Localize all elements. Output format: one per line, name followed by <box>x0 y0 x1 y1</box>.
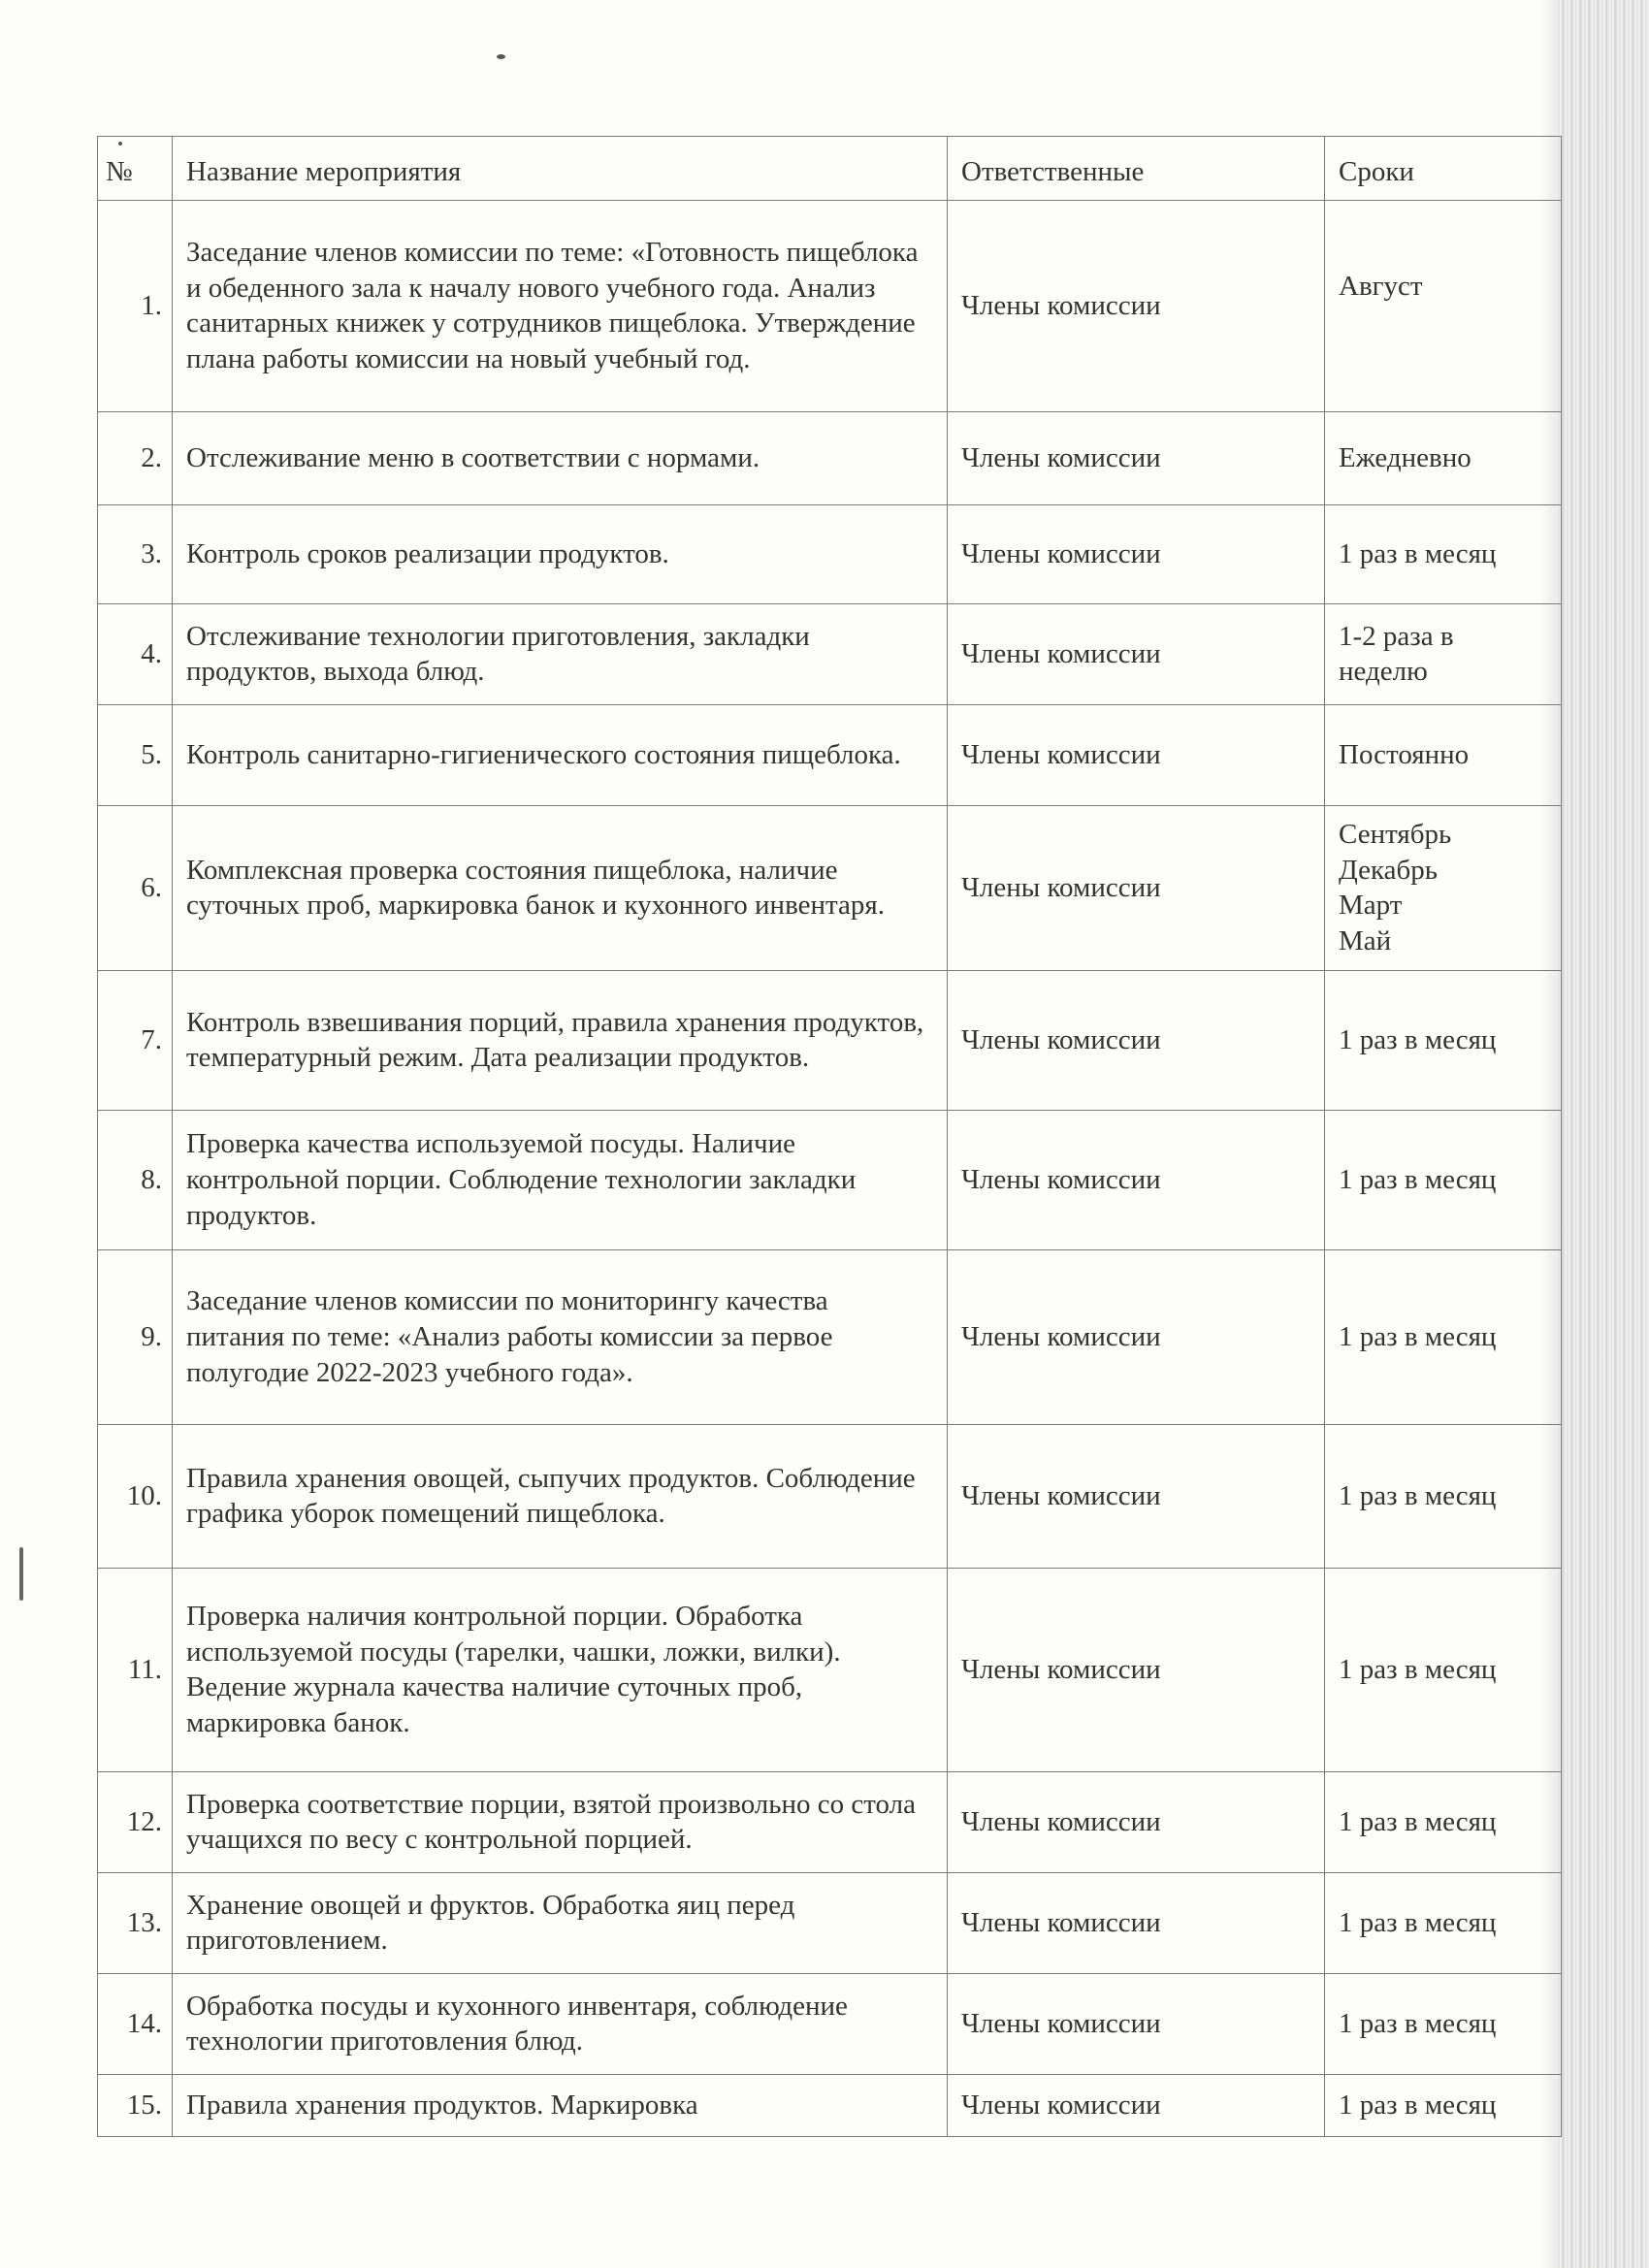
events-plan-table <box>97 136 1562 2137</box>
table-row <box>98 1872 1562 1973</box>
header-terms: Сроки <box>1325 137 1562 201</box>
term-month: Март <box>1339 890 1403 922</box>
table-row <box>98 1568 1562 1771</box>
row-responsible: Члены комиссии <box>948 2074 1325 2136</box>
table-row <box>98 1973 1562 2074</box>
row-terms: 1 раз в месяц <box>1325 1568 1562 1771</box>
table-row <box>98 1424 1562 1568</box>
row-event-name: Обработка посуды и кухонного инвентаря, соблюдение технологии приготовления блюд. <box>173 1973 948 2074</box>
row-event-name: Правила хранения продуктов. Маркировка <box>173 2074 948 2136</box>
row-event-name: Комплексная проверка состояния пищеблока, наличие суточных проб, маркировка банок и кухонного инвентаря. <box>173 805 948 970</box>
row-terms: Ежедневно <box>1325 411 1562 504</box>
row-number: 6. <box>98 805 173 970</box>
row-responsible: Члены комиссии <box>948 1771 1325 1872</box>
row-number: 3. <box>98 504 173 603</box>
row-terms: 1 раз в месяц <box>1325 1424 1562 1568</box>
header-event-name: Название мероприятия <box>173 137 948 201</box>
row-event-name: Заседание членов комиссии по теме: «Готовность пищеблока и обеденного зала к началу нового учебного года. Анализ санитарных книжек у сотрудников пищеблока. Утверждение плана работы комиссии на новый учебный год. <box>173 200 948 411</box>
row-terms: 1 раз в месяц <box>1325 1249 1562 1424</box>
row-number: 5. <box>98 704 173 805</box>
row-responsible: Члены комиссии <box>948 603 1325 704</box>
row-number: 15. <box>98 2074 173 2136</box>
row-terms: 1 раз в месяц <box>1325 504 1562 603</box>
row-event-name: Правила хранения овощей, сыпучих продуктов. Соблюдение графика уборок помещений пищеблока. <box>173 1424 948 1568</box>
row-number: 4. <box>98 603 173 704</box>
row-responsible: Члены комиссии <box>948 1568 1325 1771</box>
table-row <box>98 1771 1562 1872</box>
row-number: 14. <box>98 1973 173 2074</box>
row-responsible: Члены комиссии <box>948 805 1325 970</box>
scan-speck <box>497 54 505 59</box>
row-event-name: Хранение овощей и фруктов. Обработка яиц перед приготовлением. <box>173 1872 948 1973</box>
scan-speck <box>19 1547 23 1601</box>
term-month: Май <box>1339 925 1392 957</box>
row-responsible: Члены комиссии <box>948 1973 1325 2074</box>
scanned-stack-edge <box>1557 0 1649 2268</box>
table-row <box>98 805 1562 970</box>
row-terms: Август <box>1325 200 1562 411</box>
row-number: 7. <box>98 970 173 1110</box>
row-event-name: Отслеживание технологии приготовления, закладки продуктов, выхода блюд. <box>173 603 948 704</box>
row-responsible: Члены комиссии <box>948 200 1325 411</box>
row-number: 2. <box>98 411 173 504</box>
row-responsible: Члены комиссии <box>948 704 1325 805</box>
row-responsible: Члены комиссии <box>948 1249 1325 1424</box>
table-row <box>98 1110 1562 1249</box>
row-terms: Постоянно <box>1325 704 1562 805</box>
row-number: 9. <box>98 1249 173 1424</box>
row-event-name: Проверка качества используемой посуды. Наличие контрольной порции. Соблюдение технологии закладки продуктов. <box>173 1110 948 1249</box>
row-event-name: Контроль сроков реализации продуктов. <box>173 504 948 603</box>
row-number: 8. <box>98 1110 173 1249</box>
row-event-name: Проверка наличия контрольной порции. Обработка используемой посуды (тарелки, чашки, ложки, вилки). Ведение журнала качества наличие суточных проб, маркировка банок. <box>173 1568 948 1771</box>
row-responsible: Члены комиссии <box>948 1424 1325 1568</box>
row-event-name: Проверка соответствие порции, взятой произвольно со стола учащихся по весу с контрольной порцией. <box>173 1771 948 1872</box>
row-terms: 1 раз в месяц <box>1325 1771 1562 1872</box>
row-responsible: Члены комиссии <box>948 1110 1325 1249</box>
table-row <box>98 704 1562 805</box>
row-responsible: Члены комиссии <box>948 411 1325 504</box>
row-terms: 1 раз в месяц <box>1325 970 1562 1110</box>
row-number: 13. <box>98 1872 173 1973</box>
table-row <box>98 411 1562 504</box>
row-event-name: Отслеживание меню в соответствии с нормами. <box>173 411 948 504</box>
header-responsible: Ответственные <box>948 137 1325 201</box>
row-event-name: Контроль санитарно-гигиенического состояния пищеблока. <box>173 704 948 805</box>
table-row <box>98 603 1562 704</box>
row-terms: 1 раз в месяц <box>1325 1973 1562 2074</box>
row-number: 10. <box>98 1424 173 1568</box>
table-row <box>98 1249 1562 1424</box>
header-number: № <box>98 137 173 201</box>
term-month: Декабрь <box>1339 854 1439 886</box>
table-row <box>98 2074 1562 2136</box>
row-terms-months <box>1325 805 1562 970</box>
row-number: 1. <box>98 200 173 411</box>
row-number: 12. <box>98 1771 173 1872</box>
row-responsible: Члены комиссии <box>948 970 1325 1110</box>
row-terms: 1 раз в месяц <box>1325 1872 1562 1973</box>
table-row <box>98 970 1562 1110</box>
table-row <box>98 200 1562 411</box>
row-terms: 1 раз в месяц <box>1325 1110 1562 1249</box>
row-event-name: Заседание членов комиссии по мониторингу качества питания по теме: «Анализ работы комиссии за первое полугодие 2022-2023 учебного года». <box>173 1249 948 1424</box>
row-terms: 1-2 раза в неделю <box>1325 603 1562 704</box>
table-header-row <box>98 137 1562 201</box>
table-row <box>98 504 1562 603</box>
row-responsible: Члены комиссии <box>948 504 1325 603</box>
row-event-name: Контроль взвешивания порций, правила хранения продуктов, температурный режим. Дата реализации продуктов. <box>173 970 948 1110</box>
row-terms: 1 раз в месяц <box>1325 2074 1562 2136</box>
row-responsible: Члены комиссии <box>948 1872 1325 1973</box>
row-number: 11. <box>98 1568 173 1771</box>
term-month: Сентябрь <box>1339 818 1452 850</box>
